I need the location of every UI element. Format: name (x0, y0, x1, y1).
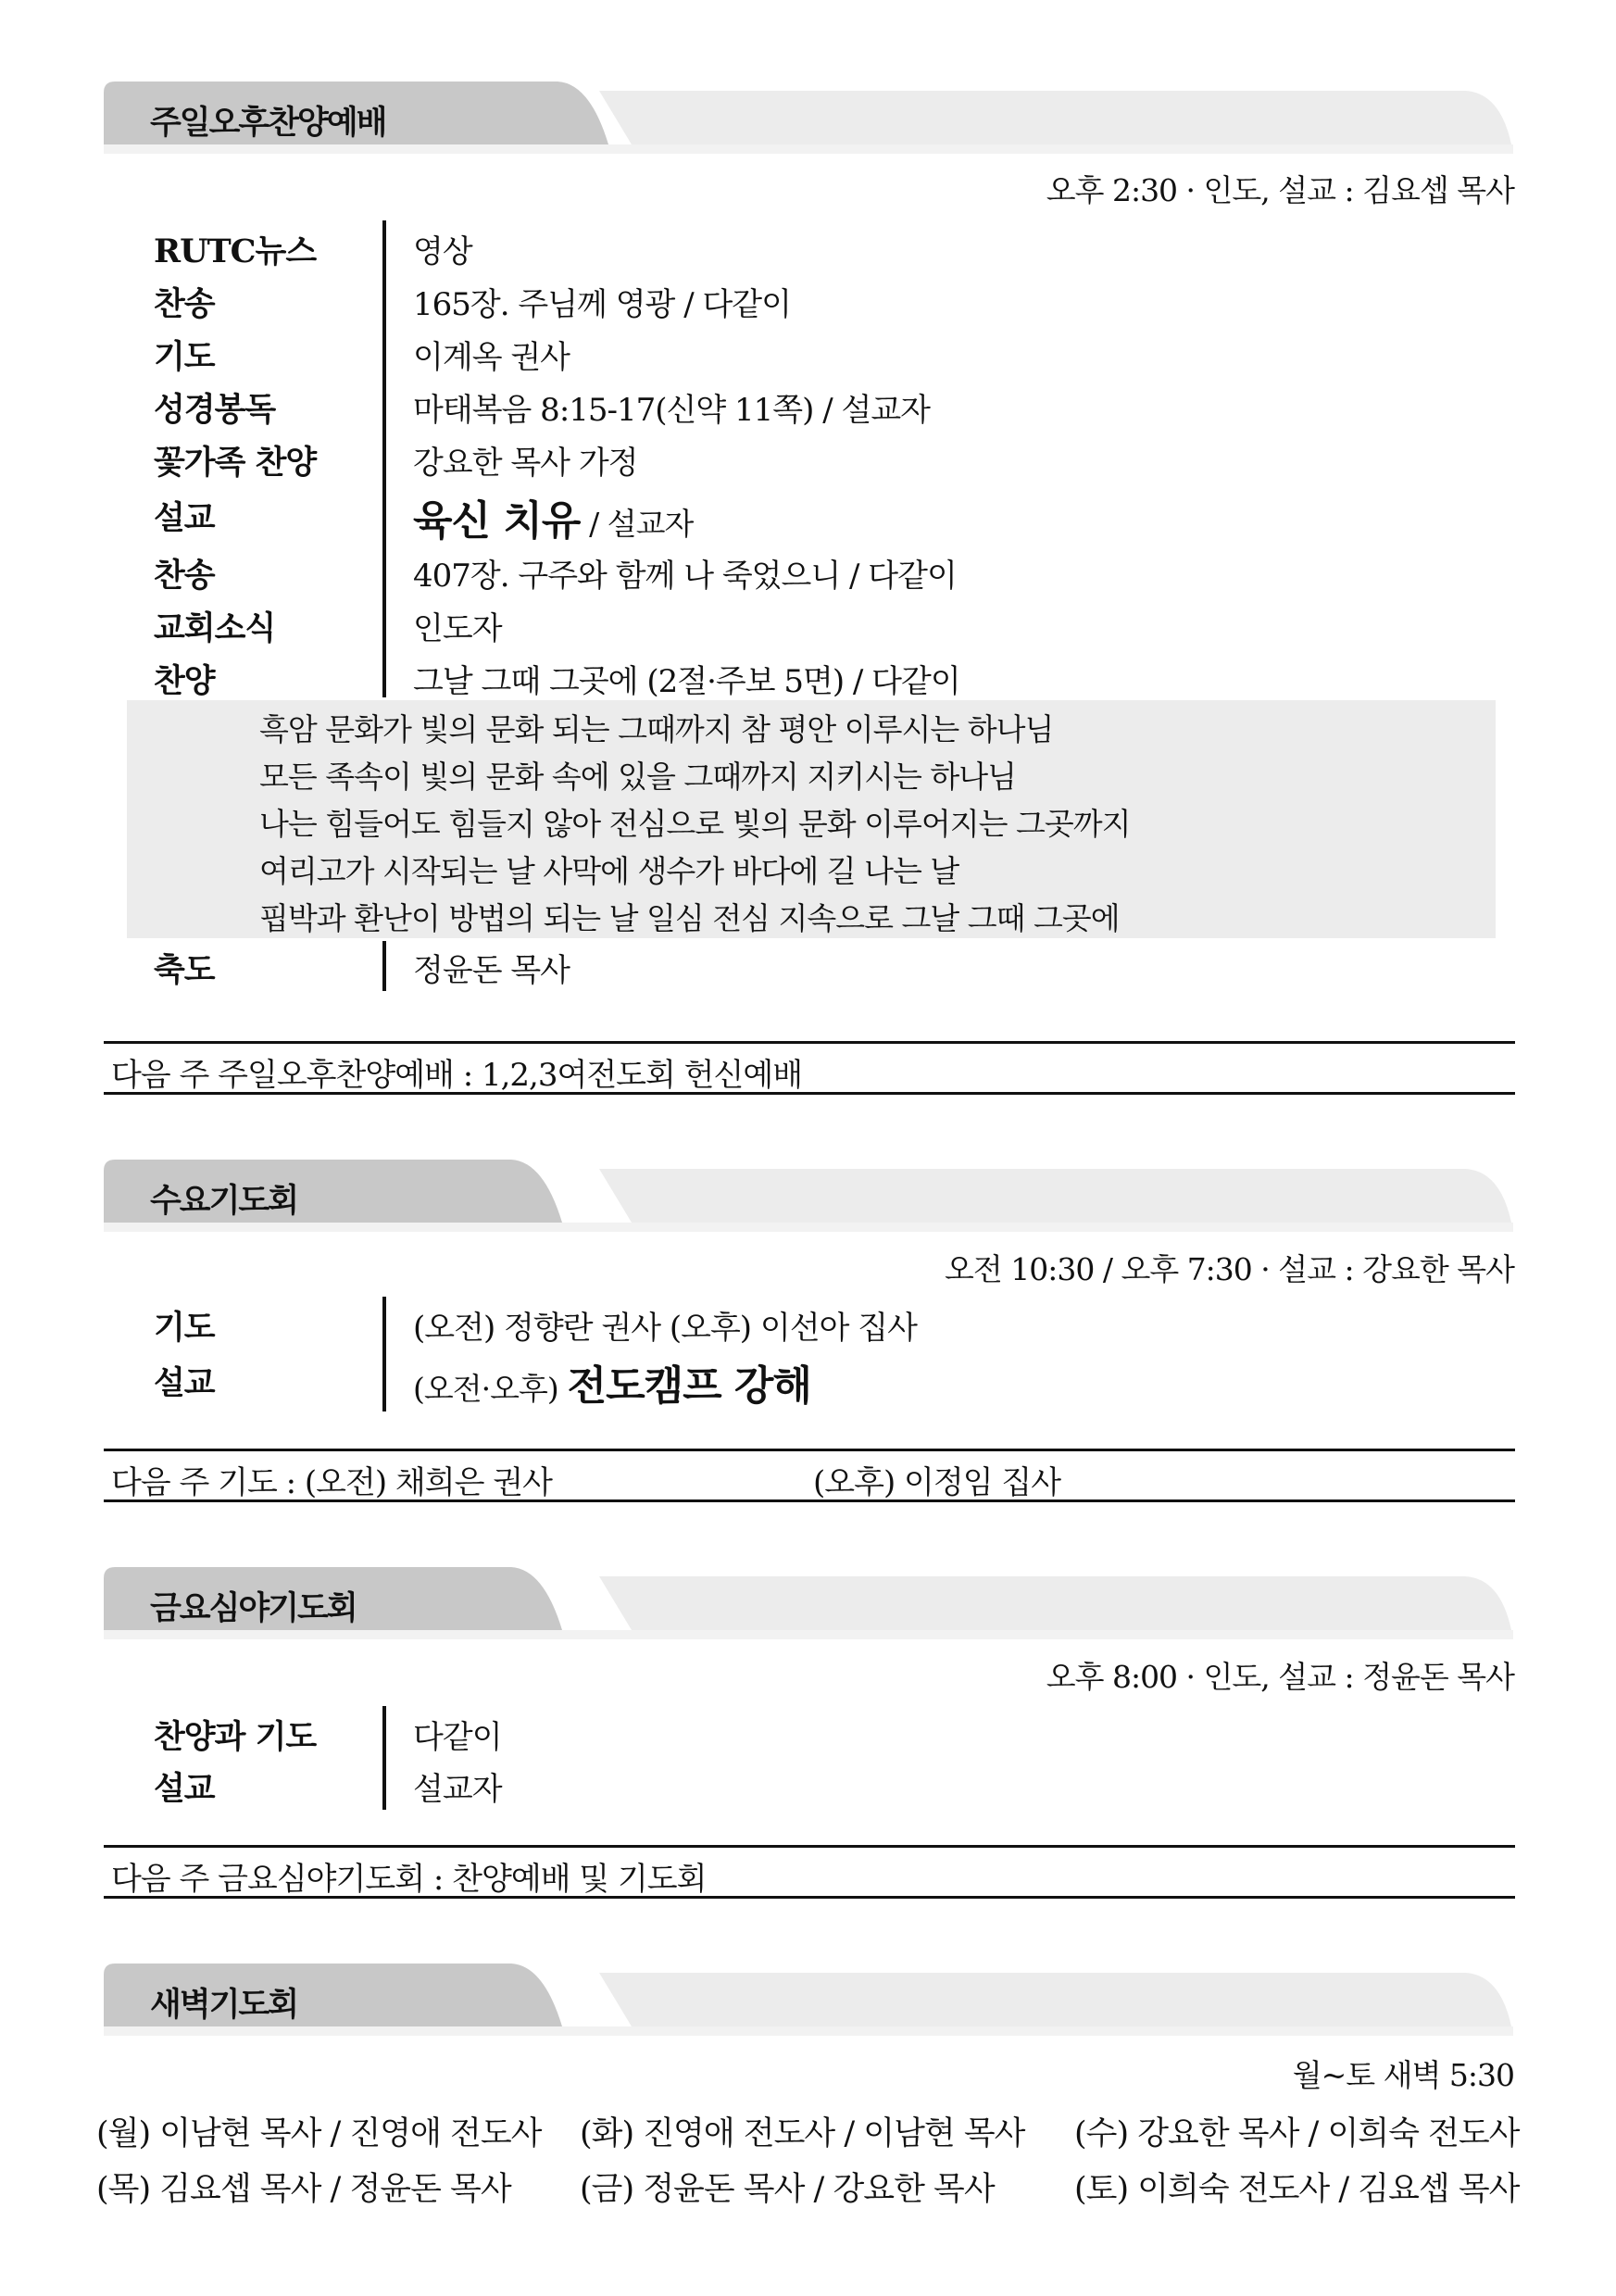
order-content: 다같이 (413, 1719, 502, 1756)
section-header-sunday (104, 82, 1513, 154)
lyric-line: 핍박과 환난이 방법의 되는 날 일심 전심 지속으로 그날 그때 그곳에 (259, 900, 1120, 936)
order-label: 찬송 (154, 557, 215, 595)
order-label: 기도 (154, 338, 215, 376)
order-label: 교회소식 (154, 609, 276, 647)
lyric-line: 모든 족속이 빛의 문화 속에 있을 그때까지 지키시는 하나님 (259, 759, 1016, 795)
dawn-schedule-item: (월) 이남현 목사 / 진영애 전도사 (96, 2115, 542, 2152)
order-content: 마태복음 8:15-17(신약 11쪽) / 설교자 (413, 392, 931, 429)
lyric-line: 여리고가 시작되는 날 사막에 생수가 바다에 길 나는 날 (259, 853, 959, 889)
order-row (0, 1756, 1616, 1809)
sermon-title: 육신 치유 (413, 497, 581, 545)
order-label: 꽃가족 찬양 (154, 444, 317, 482)
order-row (0, 648, 1616, 701)
dawn-schedule-item: (토) 이희숙 전도사 / 김요셉 목사 (1074, 2171, 1520, 2208)
service-time: 오후 8:00 · 인도, 설교 : 정윤돈 목사 (1046, 1659, 1514, 1695)
order-label: 설교 (154, 1364, 215, 1402)
order-row (0, 1350, 1616, 1410)
section-title: 금요심야기도회 (150, 1590, 357, 1627)
order-label: 설교 (154, 499, 215, 537)
order-label: 기도 (154, 1309, 215, 1347)
order-content: 설교자 (413, 1771, 502, 1808)
order-content: 그날 그때 그곳에 (2절·주보 5면) / 다같이 (413, 663, 960, 700)
next-week-notice (104, 1449, 1515, 1502)
order-row (0, 430, 1616, 483)
section-header-wednesday (104, 1160, 1513, 1232)
lyric-line: 흑암 문화가 빛의 문화 되는 그때까지 참 평안 이루시는 하나님 (259, 711, 1054, 747)
order-row (0, 1295, 1616, 1348)
order-content: 강요한 목사 가정 (413, 445, 638, 482)
sermon-prefix: (오전·오후) (413, 1371, 558, 1407)
order-label: 찬양 (154, 662, 215, 700)
service-time: 월~토 새벽 5:30 (1292, 2057, 1514, 2093)
order-content: (오전) 정향란 권사 (오후) 이선아 집사 (413, 1310, 917, 1347)
dawn-schedule-item: (목) 김요셉 목사 / 정윤돈 목사 (96, 2171, 511, 2208)
service-time: 오전 10:30 / 오후 7:30 · 설교 : 강요한 목사 (945, 1251, 1514, 1287)
order-content: 정윤돈 목사 (413, 952, 570, 989)
service-time: 오후 2:30 · 인도, 설교 : 김요셉 목사 (1046, 172, 1514, 208)
dawn-schedule-item: (수) 강요한 목사 / 이희숙 전도사 (1074, 2115, 1520, 2152)
section-header-dawn (104, 1964, 1513, 2036)
sermon-title: 전도캠프 강해 (567, 1362, 811, 1410)
lyric-line: 나는 힘들어도 힘들지 않아 전심으로 빛의 문화 이루어지는 그곳까지 (259, 806, 1131, 842)
lyrics-box (127, 700, 1496, 938)
next-week-text: 다음 주 금요심야기도회 : 찬양예배 및 기도회 (111, 1861, 707, 1898)
order-row (0, 324, 1616, 377)
order-row (0, 377, 1616, 430)
section-title: 새벽기도회 (150, 1987, 298, 2024)
dawn-schedule-item: (금) 정윤돈 목사 / 강요한 목사 (580, 2171, 995, 2208)
next-week-notice (104, 1845, 1515, 1899)
order-content (413, 487, 693, 546)
order-label: 설교 (154, 1770, 215, 1808)
order-label: 축도 (154, 951, 215, 989)
order-row (0, 1704, 1616, 1757)
order-row (0, 271, 1616, 324)
order-row (0, 596, 1616, 648)
section-title: 주일오후찬양예배 (150, 105, 386, 142)
order-content: 영상 (413, 233, 472, 270)
next-week-pm: (오후) 이정임 집사 (813, 1464, 1061, 1501)
section-header-friday (104, 1567, 1513, 1639)
order-row (0, 543, 1616, 596)
order-label: 성경봉독 (154, 391, 276, 429)
order-content: 165장. 주님께 영광 / 다같이 (413, 286, 791, 323)
order-label: RUTC뉴스 (154, 232, 317, 270)
order-row-benediction (0, 937, 1616, 990)
section-tab-shape (104, 1160, 1513, 1232)
sermon-preacher: / 설교자 (589, 506, 694, 542)
next-week-am: 다음 주 기도 : (오전) 채희은 권사 (111, 1464, 552, 1501)
order-content: 인도자 (413, 610, 502, 647)
order-row (0, 219, 1616, 271)
order-row (0, 485, 1616, 545)
section-tab-shape (104, 1964, 1513, 2036)
order-label: 찬송 (154, 285, 215, 323)
order-content (413, 1352, 811, 1411)
section-title: 수요기도회 (150, 1183, 298, 1220)
order-content: 407장. 구주와 함께 나 죽었으니 / 다같이 (413, 558, 957, 595)
order-label: 찬양과 기도 (154, 1718, 317, 1756)
next-week-notice (104, 1041, 1515, 1095)
next-week-text: 다음 주 주일오후찬양예배 : 1,2,3여전도회 헌신예배 (111, 1057, 803, 1094)
order-content: 이계옥 권사 (413, 339, 570, 376)
dawn-schedule-item: (화) 진영애 전도사 / 이남현 목사 (580, 2115, 1025, 2152)
